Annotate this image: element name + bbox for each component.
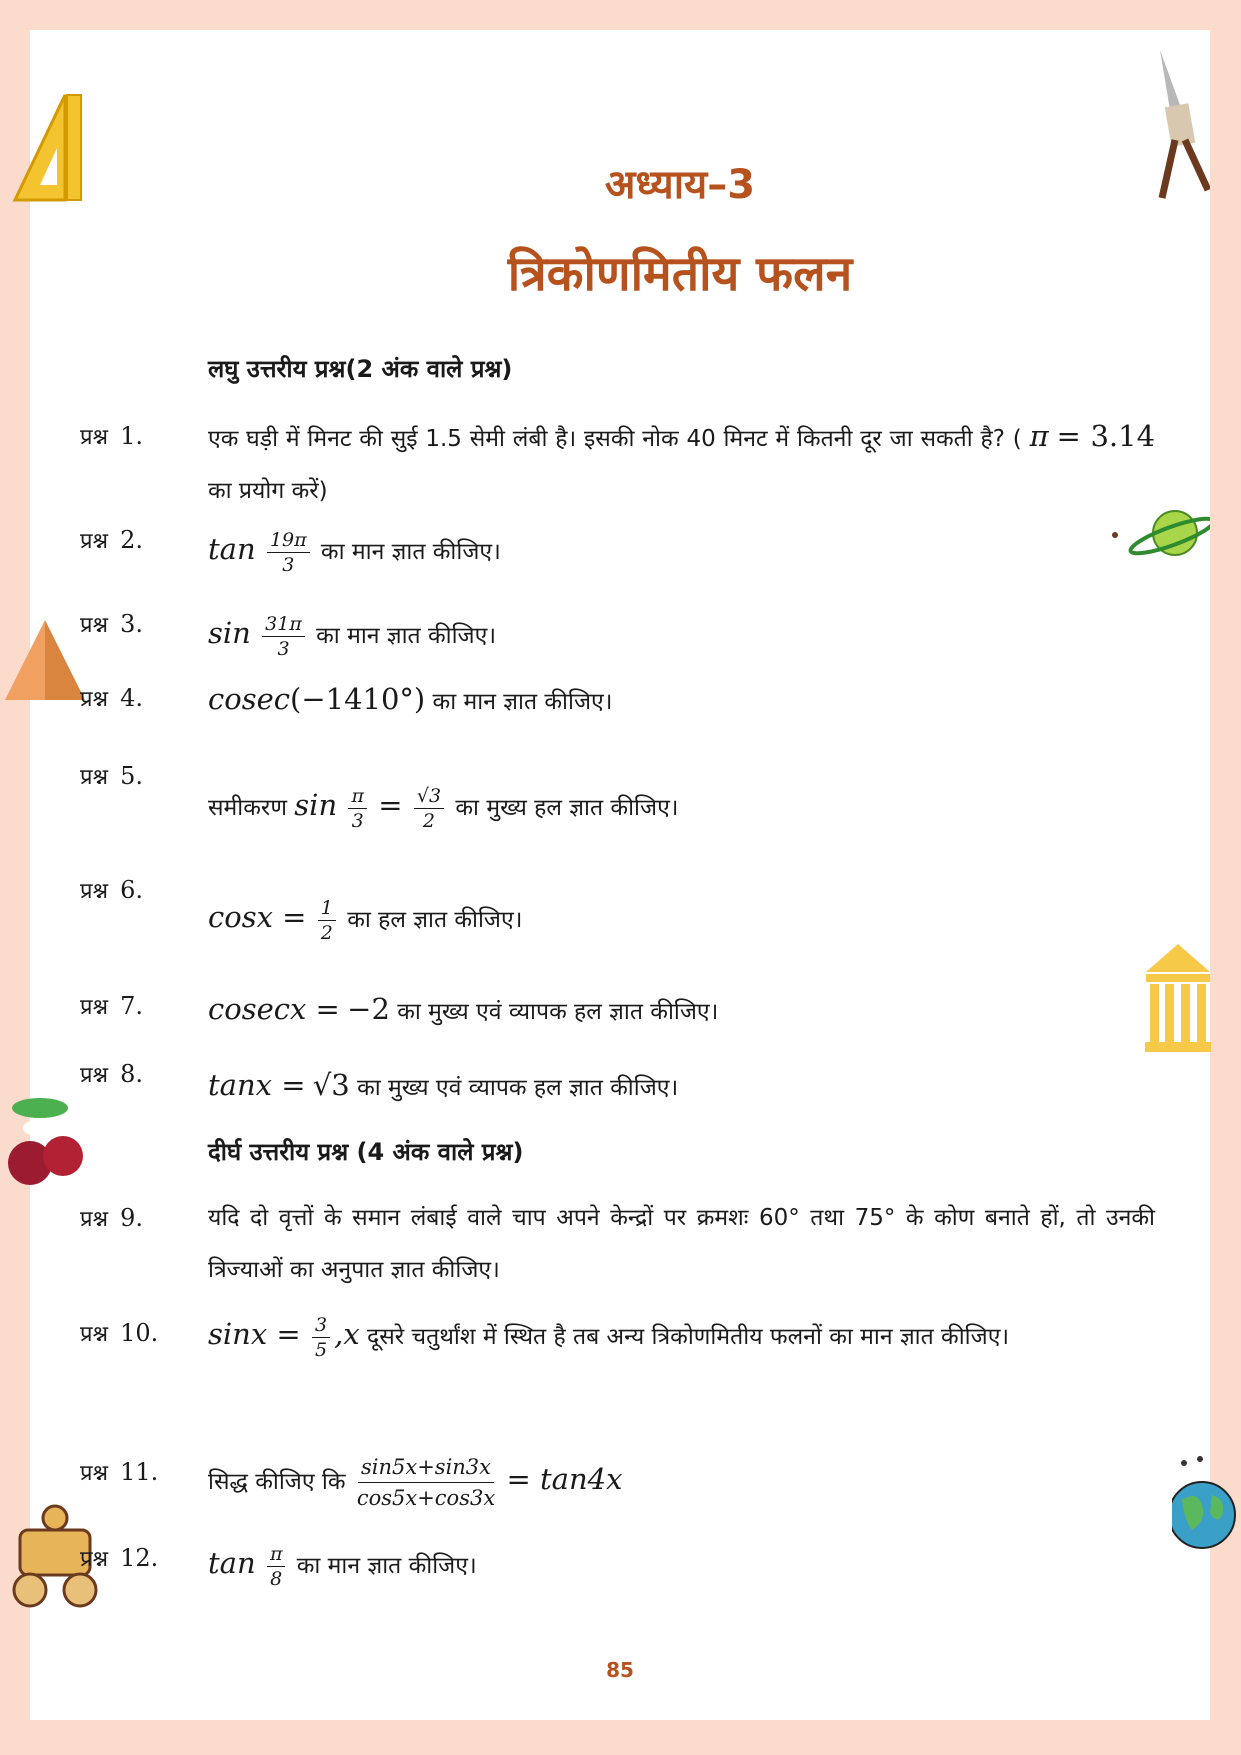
chapter-title: अध्याय–3 — [604, 162, 756, 208]
math-equation: tanx = — [208, 1068, 306, 1102]
question-9 — [80, 1200, 1155, 1296]
question-3 — [80, 606, 1155, 663]
question-text: एक घड़ी में मिनट की सुई 1.5 सेमी लंबी है। इसकी नोक 40 मिनट में कितनी दूर जा सकती है? ( — [208, 426, 1022, 452]
page-number: 85 — [606, 1658, 634, 1682]
math-function: cosec — [208, 682, 290, 716]
math-value: √3 — [312, 1068, 350, 1102]
question-text: का मान ज्ञात कीजिए। — [320, 539, 501, 565]
pi-value: = 3.14 — [1056, 419, 1156, 453]
fraction-numerator: π — [267, 1542, 286, 1567]
fraction-denominator: 3 — [282, 554, 295, 576]
equals-sign: = — [378, 788, 403, 822]
question-10 — [80, 1315, 1155, 1368]
fraction-denominator: 3 — [277, 638, 290, 660]
math-equation: cosx = — [208, 900, 307, 934]
question-label: प्रश्न 5. — [80, 762, 143, 790]
question-12 — [80, 1540, 1155, 1593]
question-label: प्रश्न 8. — [80, 1060, 143, 1088]
globe-icon — [1172, 1455, 1241, 1555]
math-argument: (−1410°) — [290, 682, 426, 716]
question-text: का मुख्य हल ज्ञात कीजिए। — [455, 795, 679, 821]
question-label: प्रश्न 9. — [80, 1204, 143, 1232]
math-value: −2 — [347, 992, 390, 1026]
math-function: tan — [208, 532, 256, 566]
question-text: का मान ज्ञात कीजिए। — [432, 689, 613, 715]
question-4 — [80, 680, 1155, 729]
math-equation: sinx = — [208, 1317, 301, 1351]
question-6 — [80, 872, 1155, 947]
question-text-prefix: समीकरण — [208, 795, 287, 821]
math-variable: ,x — [334, 1317, 360, 1351]
math-equation: cosecx = — [208, 992, 340, 1026]
question-text: यदि दो वृत्तों के समान लंबाई वाले चाप अपने केन्द्रों पर क्रमशः 60° तथा 75° के कोण बनाते हों, तो उनकी त्रिज्याओं का अनुपात ज्ञात कीजिए। — [208, 1205, 1155, 1283]
question-text: का हल ज्ञात कीजिए। — [347, 907, 523, 933]
math-function: tan — [208, 1546, 256, 1580]
question-text: का मान ज्ञात कीजिए। — [296, 1553, 477, 1579]
math-function: sin — [208, 616, 251, 650]
cherries-icon — [5, 1088, 90, 1198]
fraction-denominator: 8 — [270, 1568, 283, 1590]
question-text-tail: का प्रयोग करें) — [208, 478, 328, 504]
section-short-answer: लघु उत्तरीय प्रश्न(2 अंक वाले प्रश्न) — [208, 355, 513, 383]
fraction-denominator: 2 — [320, 922, 333, 944]
fraction-denominator: 2 — [422, 810, 436, 832]
question-text-prefix: सिद्ध कीजिए कि — [208, 1469, 346, 1495]
question-7 — [80, 988, 1155, 1039]
question-label: प्रश्न 6. — [80, 876, 143, 904]
question-text: का मुख्य एवं व्यापक हल ज्ञात कीजिए। — [357, 1075, 679, 1101]
question-label: प्रश्न 7. — [80, 992, 143, 1020]
subject-title: त्रिकोणमितीय फलन — [507, 246, 853, 302]
question-label: प्रश्न 12. — [80, 1544, 159, 1572]
fraction-numerator: 19π — [267, 528, 310, 553]
fraction-denominator: 3 — [351, 810, 364, 832]
fraction-numerator: √3 — [414, 784, 444, 809]
question-label: प्रश्न 1. — [80, 422, 143, 450]
question-2 — [80, 522, 1155, 579]
fraction-numerator: 1 — [318, 896, 336, 921]
question-text: का मुख्य एवं व्यापक हल ज्ञात कीजिए। — [397, 999, 719, 1025]
question-label: प्रश्न 3. — [80, 610, 143, 638]
question-11 — [80, 1454, 1155, 1513]
pyramid-icon — [0, 615, 90, 705]
math-equation: = tan4x — [506, 1462, 623, 1496]
question-label: प्रश्न 10. — [80, 1319, 159, 1347]
fraction-numerator: 31π — [262, 612, 305, 637]
question-8 — [80, 1056, 1155, 1115]
fraction-numerator: π — [348, 784, 367, 809]
question-1 — [80, 418, 1155, 517]
question-text: का मान ज्ञात कीजिए। — [316, 623, 497, 649]
question-label: प्रश्न 11. — [80, 1458, 159, 1486]
question-5 — [80, 758, 1155, 835]
fraction-denominator: 5 — [315, 1339, 328, 1361]
pi-symbol: π — [1029, 419, 1049, 453]
question-label: प्रश्न 2. — [80, 526, 143, 554]
fraction-numerator: sin5x+sin3x — [358, 1452, 494, 1483]
math-function: sin — [294, 788, 338, 822]
question-label: प्रश्न 4. — [80, 684, 143, 712]
question-text: दूसरे चतुर्थांश में स्थित है तब अन्य त्रिकोणमितीय फलनों का मान ज्ञात कीजिए। — [367, 1324, 1010, 1350]
section-long-answer: दीर्घ उत्तरीय प्रश्न (4 अंक वाले प्रश्न) — [208, 1138, 524, 1166]
fraction-denominator: cos5x+cos3x — [356, 1486, 496, 1510]
fraction-numerator: 3 — [312, 1313, 330, 1338]
page — [30, 30, 1210, 1720]
